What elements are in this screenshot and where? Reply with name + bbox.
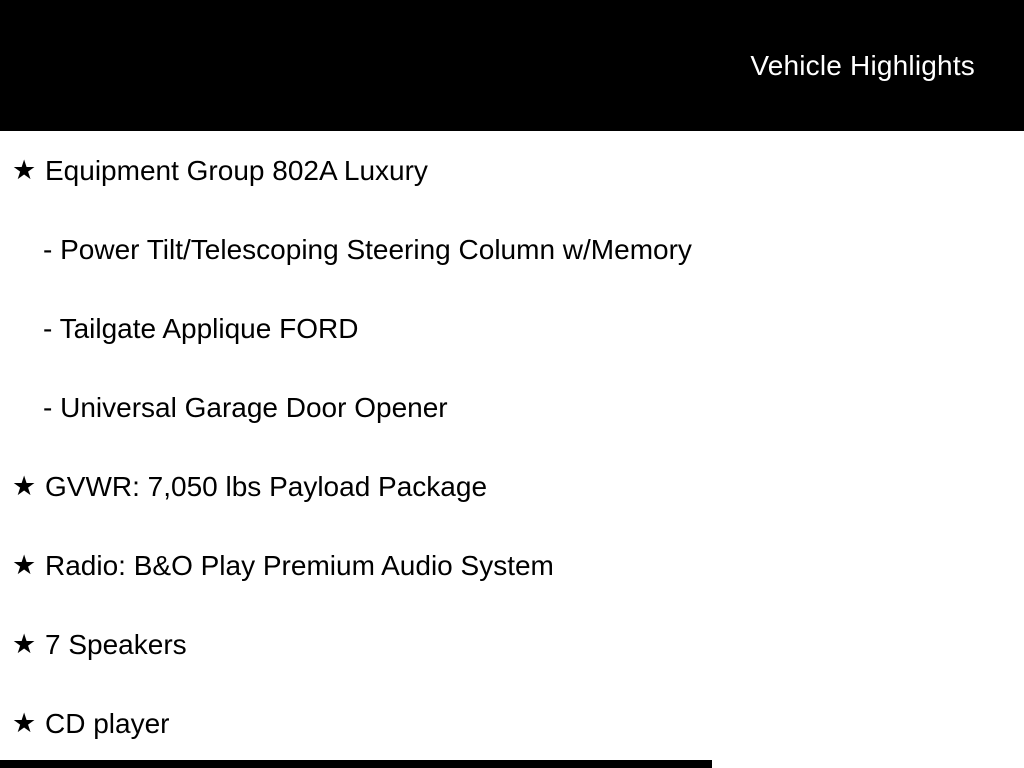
- list-item-text: Equipment Group 802A Luxury: [45, 154, 428, 186]
- star-bullet-icon: ★: [12, 708, 37, 739]
- sub-list-item: [0, 368, 1024, 447]
- sub-list-item-text: - Universal Garage Door Opener: [43, 391, 448, 423]
- list-item-text: GVWR: 7,050 lbs Payload Package: [45, 470, 488, 502]
- list-item-text: 7 Speakers: [45, 628, 187, 660]
- sub-list-item-text: - Power Tilt/Telescoping Steering Column w/Memory: [43, 233, 692, 265]
- star-bullet-icon: ★: [12, 629, 37, 660]
- list-item: [0, 605, 1024, 684]
- highlights-list: [0, 131, 1024, 763]
- page-title: Vehicle Highlights: [750, 49, 975, 81]
- sub-list-item-text: - Tailgate Applique FORD: [43, 312, 359, 344]
- list-item: [0, 526, 1024, 605]
- header-bar: [0, 0, 1024, 131]
- star-bullet-icon: ★: [12, 471, 37, 502]
- star-bullet-icon: ★: [12, 155, 37, 186]
- bottom-edge-bar: [0, 760, 712, 768]
- list-item: [0, 447, 1024, 526]
- list-item: [0, 131, 1024, 210]
- sub-list-item: [0, 289, 1024, 368]
- list-item-text: Radio: B&O Play Premium Audio System: [45, 549, 554, 581]
- list-item: [0, 684, 1024, 763]
- star-bullet-icon: ★: [12, 550, 37, 581]
- list-item-text: CD player: [45, 707, 170, 739]
- sub-list-item: [0, 210, 1024, 289]
